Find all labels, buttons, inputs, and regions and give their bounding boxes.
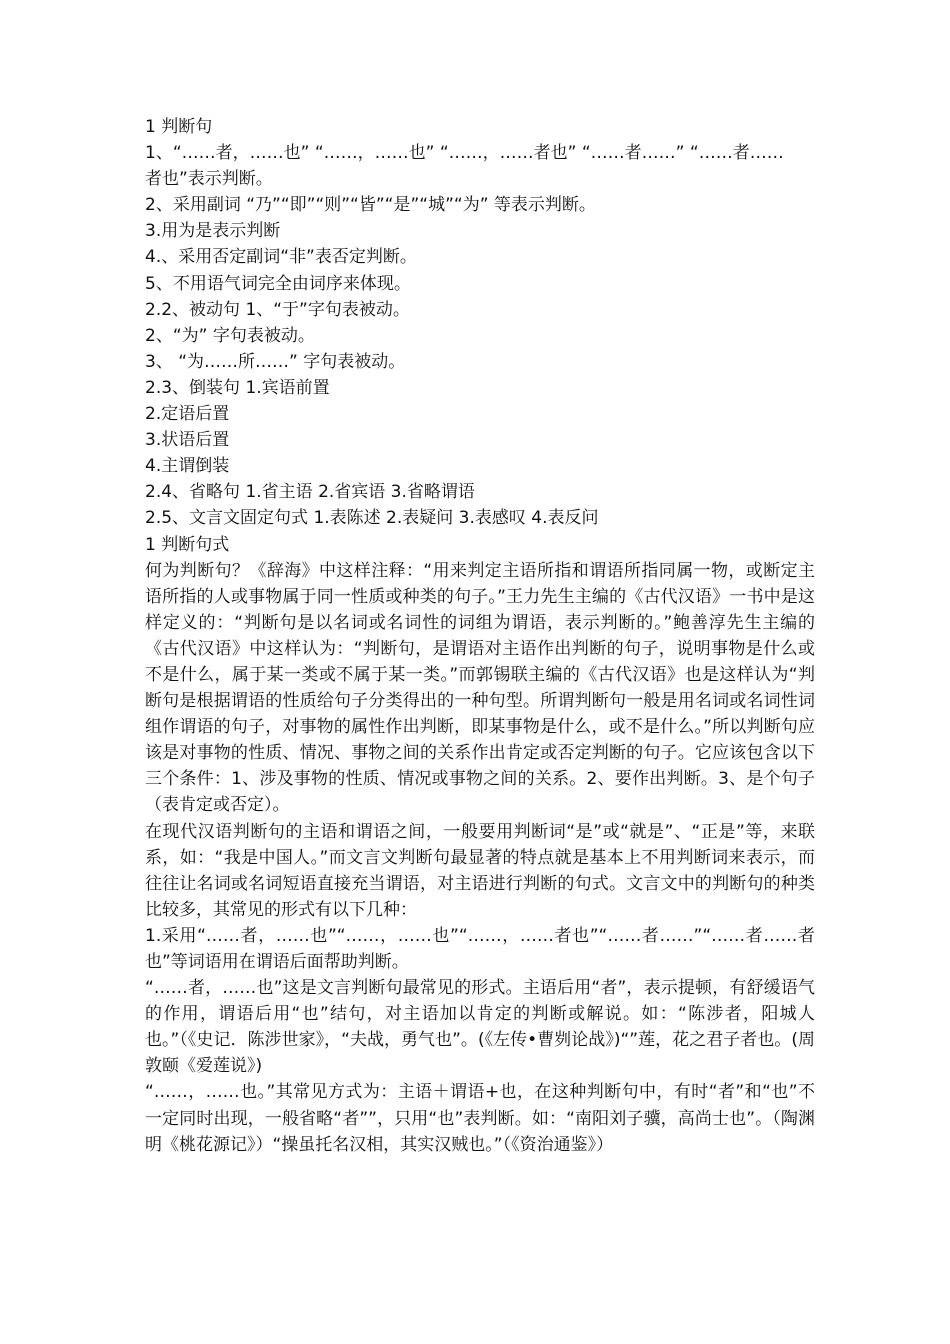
- text-line: 5、不用语气词完全由词序来体现。: [145, 273, 411, 294]
- text-line: 者也”表示判断。: [145, 169, 273, 190]
- heading-judgment-sentence: 1 判断句: [145, 117, 213, 137]
- heading-passive-sentence: 2.2、被动句 1、“于”字句表被动。: [145, 299, 410, 320]
- text-line: 3、 “为……所……” 字句表被动。: [145, 351, 406, 372]
- heading-ellipsis-sentence: 2.4、省略句 1.省主语 2.省宾语 3.省略谓语: [145, 482, 475, 503]
- paragraph-ye-pattern: “……，……也。”其常见方式为：主语＋谓语+也，在这种判断句中，有时“者”和“也”不一定同时出现，一般省略“者””，只用“也”表判断。如：“南阳刘子骥，高尚士也”。（陶渊明《桃花源记》）“操虽托名汉相，其实汉贼也。”（《资治通鉴》）: [145, 1082, 815, 1155]
- heading-inverted-sentence: 2.3、倒装句 1.宾语前置: [145, 377, 330, 398]
- text-line: 1、“……者，……也” “……，……也” “……，……者也” “……者……” “……者……: [145, 143, 784, 164]
- text-line: 2、“为” 字句表被动。: [145, 325, 315, 346]
- paragraph-zhe-ye-pattern: “……者，……也”这是文言判断句最常见的形式。主语后用“者”，表示提顿，有舒缓语气的作用，谓语后用“也”结句，对主语加以肯定的判断或解说。如：“陈涉者，阳城人也。”（《史记．陈涉世家》，“夫战，勇气也”。(《左传•曹刿论战》)“”莲，花之君子者也。(周敦颐《爱莲说》): [145, 978, 815, 1077]
- paragraph-modern-vs-classical: 在现代汉语判断句的主语和谓语之间，一般要用判断词“是”或“就是”、“正是”等，来联系，如：“我是中国人。”而文言文判断句最显著的特点就是基本上不用判断词来表示，而往往让名词或名词短语直接充当谓语，对主语进行判断的句式。文言文中的判断句的种类比较多，其常见的形式有以下几种：: [145, 821, 815, 920]
- paragraph-definition: 何为判断句？《辞海》中这样注释：“用来判定主语所指和谓语所指同属一物，或断定主语所指的人或事物属于同一性质或种类的句子。”王力先生主编的《古代汉语》一书中是这样定义的：“判断句是以名词或名词性的词组为谓语，表示判断的。”鲍善淳先生主编的《古代汉语》中这样认为：“判断句，是谓语对主语作出判断的句子，说明事物是什么或不是什么，属于某一类或不属于某一类。”而郭锡联主编的《古代汉语》也是这样认为“判断句是根据谓语的性质给句子分类得出的一种句型。所谓判断句一般是用名词或名词性词组作谓语的句子，对事物的属性作出判断，即某事物是什么，或不是什么。”所以判断句应该是对事物的性质、情况、事物之间的关系作出肯定或否定判断的句子。它应该包含以下三个条件：1、涉及事物的性质、情况或事物之间的关系。2、要作出判断。3、是个句子（表肯定或否定）。: [145, 560, 815, 816]
- document-page: [145, 114, 815, 1158]
- text-line: 3.用为是表示判断: [145, 221, 281, 242]
- paragraph-pattern-list: 1.采用“……者，……也”“……，……也”“……，……者也”“……者……”“……者……者也”等词语用在谓语后面帮助判断。: [145, 925, 815, 972]
- text-line: 4.主谓倒装: [145, 456, 230, 477]
- text-line: 3.状语后置: [145, 430, 230, 451]
- heading-fixed-patterns: 2.5、文言文固定句式 1.表陈述 2.表疑问 3.表感叹 4.表反问: [145, 508, 599, 529]
- text-line: 4.、采用否定副词“非”表否定判断。: [145, 247, 417, 268]
- heading-judgment-patterns: 1 判断句式: [145, 534, 230, 555]
- text-line: 2、采用副词 “乃”“即”“则”“皆”“是”“城”“为” 等表示判断。: [145, 195, 596, 216]
- text-line: 2.定语后置: [145, 404, 230, 425]
